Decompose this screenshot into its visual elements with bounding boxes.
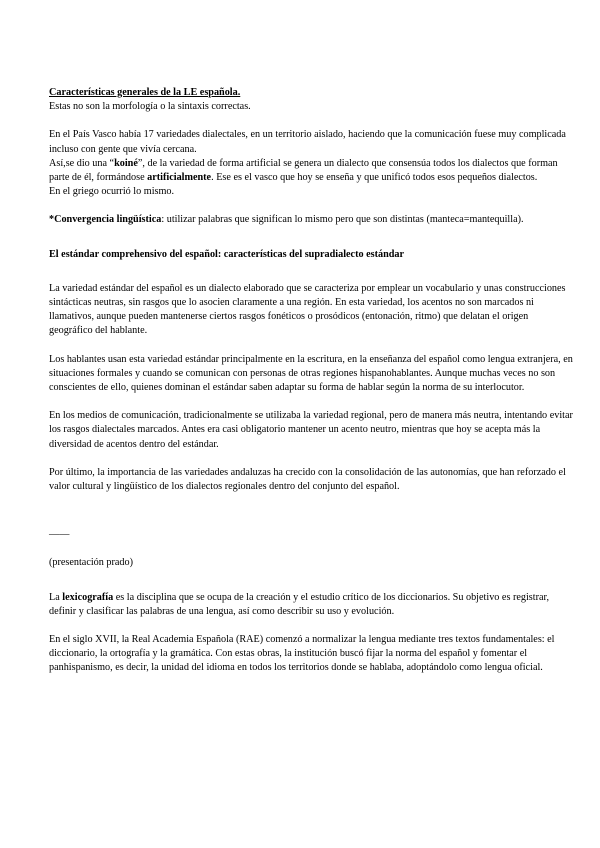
note-presentacion: (presentación prado) — [49, 557, 134, 569]
paragraph-hablantes: Los hablantes usan esta variedad estándar principalmente en la escritura, en la enseñanza del español como lengua extranjera, en situaciones formales y cuando se comunican con personas de otras regiones hispanohablantes. Aunque muchas veces no son conscientes de ello, quienes dominan el estándar saben adaptar su forma de hablar según la norma de su interlocutor. — [49, 353, 573, 394]
paragraph-griego: En el griego ocurrió lo mismo. — [49, 186, 175, 198]
text-span: La — [49, 591, 63, 603]
section-subtitle: Estas no son la morfología o la sintaxis correctas. — [49, 101, 251, 113]
term-artificialmente: artificialmente — [147, 172, 212, 184]
paragraph-koine — [49, 157, 574, 185]
paragraph-rae: En el siglo XVII, la Real Academia Española (RAE) comenzó a normalizar la lengua mediante tres textos fundamentales: el diccionario, la ortografía y la gramática. Con estas obras, la institución buscó fijar la norma del español y fomentar el panhispanismo, es decir, la unidad del idioma en todos los territorios donde se hablaba, adoptándolo como lengua oficial. — [49, 634, 555, 674]
term-convergencia: *Convergencia lingüística — [49, 214, 162, 226]
text-span: . Ese es el vasco que hoy se enseña y que unificó todos esos pequeños dialectos. — [211, 172, 538, 184]
separator-line: —— — [49, 529, 70, 541]
section-heading-estandar: El estándar comprehensivo del español: características del supradialecto estándar — [49, 248, 405, 260]
document-page — [49, 86, 574, 676]
term-lexicografia: lexicografía — [62, 591, 114, 603]
paragraph-pais-vasco: En el País Vasco había 17 variedades dialectales, en un territorio aislado, haciendo que la comunicación fuese muy complicada incluso con gente que vivía cercana. — [49, 129, 566, 155]
paragraph-andaluzas: Por último, la importancia de las variedades andaluzas ha crecido con la consolidación de las autonomías, que han reforzado el valor cultural y lingüístico de los dialectos regionales dentro del conjunto del español. — [49, 466, 566, 493]
term-koine: koiné — [114, 157, 138, 169]
paragraph-variedad-estandar: La variedad estándar del español es un dialecto elaborado que se caracteriza por emplear un vocabulario y unas construcciones sintácticas neutras, sin rasgos que lo asocien claramente a una región. En esta variedad, los acentos no son marcados ni llamativos, aunque pueden mantenerse ciertos rasgos fonéticos o prosódicos (entonación, ritmo) que delatan el origen geográfico del hablante. — [49, 282, 566, 337]
text-span: : utilizar palabras que significan lo mismo pero que son distintas (manteca=mantequilla). — [161, 214, 524, 226]
text-span: Así,se dio una “ — [49, 157, 115, 169]
paragraph-convergencia — [49, 213, 574, 227]
paragraph-lexicografia — [49, 591, 574, 619]
paragraph-medios: En los medios de comunicación, tradicionalmente se utilizaba la variedad regional, pero de manera más neutra, intentando evitar los rasgos dialectales marcados. Antes era casi obligatorio mantener un acento neutro, mientras que hoy se acepta más la diversidad de acentos dentro del estándar. — [49, 410, 573, 450]
section-title: Características generales de la LE española. — [49, 87, 241, 98]
text-span: ”, de la variedad de forma artificial se genera un dialecto que consensúa todos los dialectos que forman parte de él, formándose — [49, 157, 558, 184]
text-span: es la disciplina que se ocupa de la creación y el estudio crítico de los diccionarios. Su objetivo es registrar, definir y clasificar las palabras de una lengua, así como describir su uso y evolución. — [49, 591, 550, 617]
